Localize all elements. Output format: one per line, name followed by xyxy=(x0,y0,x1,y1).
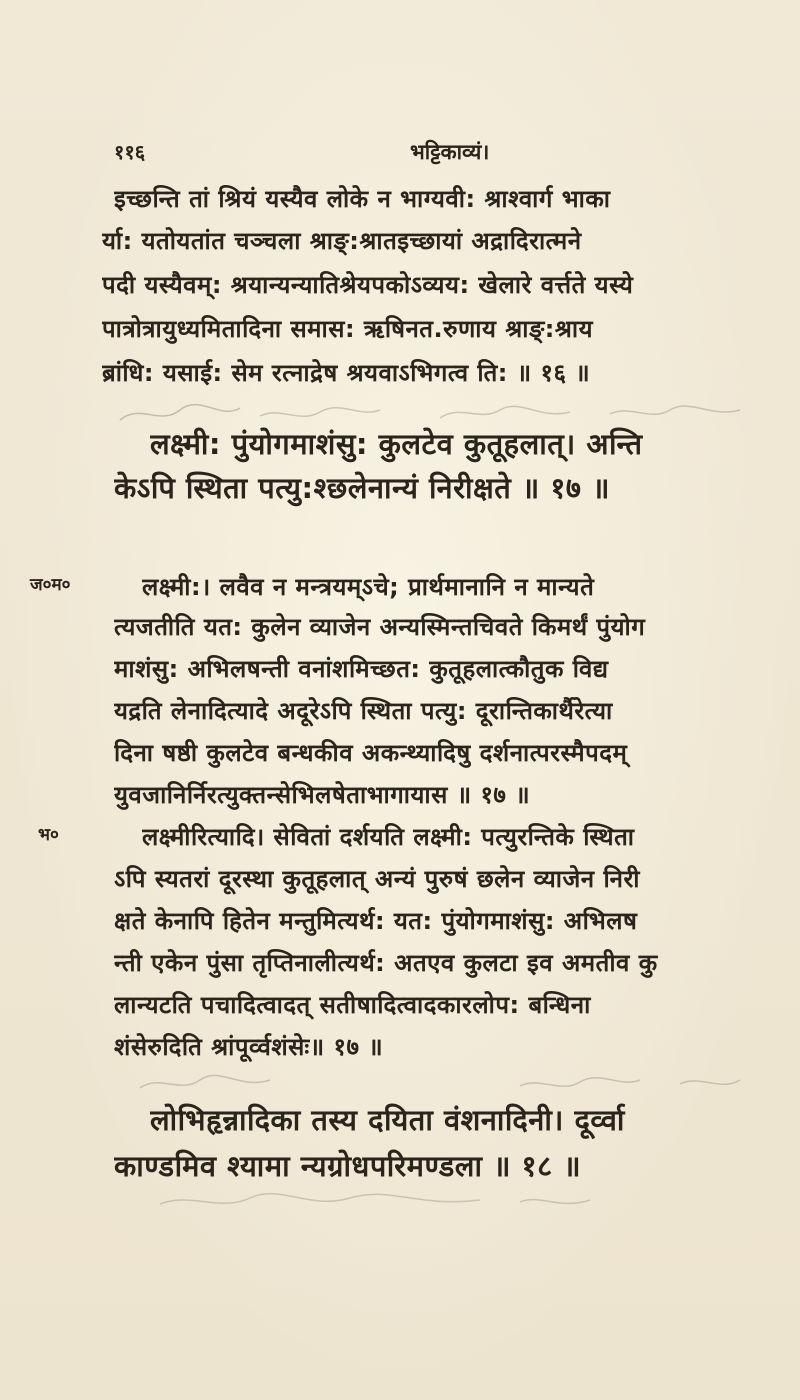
text-line: लक्ष्मी:। लवैव न मन्त्रयम्ऽचे; प्रार्थमानानि न मान्यते xyxy=(142,573,595,601)
text-line: माशंसु: अभिलषन्ती वनांशमिच्छत: कुतूहलात्कौतुक विद्य xyxy=(114,655,609,683)
text-line: इच्छन्ति तां श्रियं यस्यैव लोके न भाग्यवी: श्राश्वार्ग भाका xyxy=(114,185,611,213)
running-title: भट्टिकाव्यं। xyxy=(410,140,490,164)
text-line: ऽपि स्यतरां दूरस्था कुतूहलात् अन्यं पुरुषं छलेन व्याजेन निरी xyxy=(114,865,641,893)
verse-line: केऽपि स्थिता पत्यु:श्छलेनान्यं निरीक्षते ॥ १७ ॥ xyxy=(114,471,610,505)
margin-note: ज०म० xyxy=(30,575,71,595)
page-number: ११६ xyxy=(114,140,146,164)
text-line: दिना षष्ठी कुलटेव बन्धकीव अकन्थ्यादिषु दर्शनात्परस्मैपदम् xyxy=(114,739,628,767)
text-line: पात्रोत्रायुध्यमितादिना समास: ऋषिनत.रुणाय श्राङ्:श्राय xyxy=(102,315,594,343)
text-line: यद्रति लेनादित्यादे अदूरेऽपि स्थिता पत्यु: दूरान्तिकार्थैरेत्या xyxy=(114,697,613,725)
pencil-annotation xyxy=(100,1068,780,1098)
text-line: शंसेरुदिति श्रांपूर्व्वशंसेः॥ १७ ॥ xyxy=(114,1033,384,1061)
page-header xyxy=(0,138,800,168)
text-line: युवजानिर्निरत्युक्तन्सेभिलषेताभागायास ॥ १७ ॥ xyxy=(114,781,531,809)
text-line: पदी यस्यैवम्: श्रयान्यन्यातिश्रेयपकोऽव्यय: खेलारे वर्त्तते यस्ये xyxy=(102,271,634,299)
text-line: र्या: यतोयतांत चञ्चला श्राङ्:श्रातइच्छायां अद्रादिरात्मने xyxy=(102,227,582,255)
verse-line: लोभिहृन्नादिका तस्य दयिता वंशनादिनी। दूर्व्वा xyxy=(150,1103,625,1137)
text-line: क्षते केनापि हितेन मन्तुमित्यर्थ: यत: पुंयोगमाशंसु: अभिलष xyxy=(114,907,638,935)
verse-line: लक्ष्मी: पुंयोगमाशंसु: कुलटेव कुतूहलात्। अन्ति xyxy=(150,427,643,461)
text-line: न्ती एकेन पुंसा तृप्तिनालीत्यर्थ: अतएव कुलटा इव अमतीव कु xyxy=(114,949,658,977)
text-line: त्यजतीति यत: कुलेन व्याजेन अन्यस्मिन्तचिवते किमर्थं पुंयोग xyxy=(114,613,646,641)
pencil-annotation xyxy=(100,1188,780,1218)
verse-line: काण्डमिव श्यामा न्यग्रोधपरिमण्डला ॥ १८ ॥ xyxy=(114,1149,582,1183)
text-line: लक्ष्मीरित्यादि। सेवितां दर्शयति लक्ष्मी: पत्युरन्तिके स्थिता xyxy=(142,823,635,851)
margin-note: भ० xyxy=(38,825,59,845)
text-line: ब्रांधि: यसाई: सेम रत्नाद्रेष श्रयवाऽभिगत्व ति: ॥ १६ ॥ xyxy=(102,359,591,387)
text-line: लान्यटति पचादित्वादत् सतीषादित्वादकारलोप: बन्धिना xyxy=(114,991,591,1019)
